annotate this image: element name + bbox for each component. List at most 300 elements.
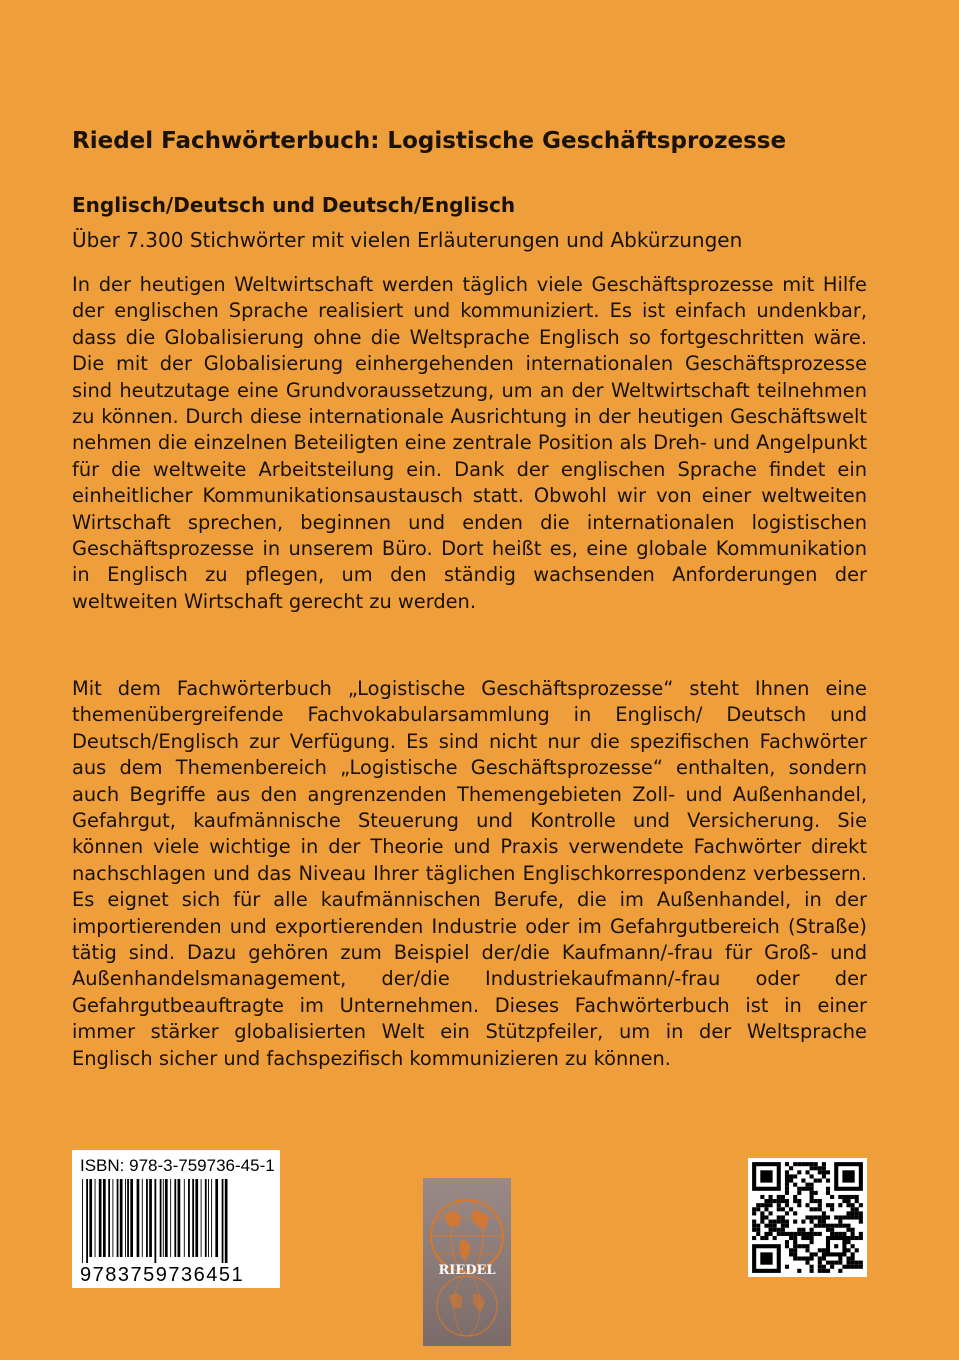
qr-module [769,1232,773,1236]
qr-module [855,1211,859,1215]
qr-module [785,1199,789,1203]
qr-module [777,1215,781,1219]
qr-module [810,1215,814,1219]
qr-module [785,1179,789,1183]
qr-module [851,1195,855,1199]
qr-module [793,1248,797,1252]
qr-module [842,1224,846,1228]
qr-module [814,1162,818,1166]
qr-module [785,1162,789,1166]
barcode-bar [160,1179,162,1257]
qr-module [826,1203,830,1207]
barcode-bar [178,1179,181,1257]
qr-module [764,1236,768,1240]
qr-module [822,1248,826,1252]
qr-module [846,1228,850,1232]
qr-module [764,1215,768,1219]
qr-module [810,1207,814,1211]
qr-module [785,1265,789,1269]
qr-module [797,1199,801,1203]
qr-module [773,1236,777,1240]
qr-module [805,1203,809,1207]
barcode-bar [112,1179,113,1257]
qr-module [814,1215,818,1219]
qr-module [769,1203,773,1207]
barcode-bar [125,1179,126,1257]
qr-module [801,1220,805,1224]
qr-module [810,1174,814,1178]
qr-module [830,1195,834,1199]
qr-module [814,1224,818,1228]
qr-module [822,1256,826,1260]
qr-module [769,1228,773,1232]
qr-module [760,1252,772,1264]
qr-module [773,1199,777,1203]
qr-module [805,1183,809,1187]
qr-module [851,1228,855,1232]
barcode-bar [215,1179,218,1257]
qr-module [838,1215,842,1219]
barcode-bar [149,1179,152,1257]
qr-module [834,1215,838,1219]
qr-module [846,1265,850,1269]
qr-module [842,1199,846,1203]
barcode-bar [195,1179,198,1257]
barcode-digits: 9783759736451 [80,1264,245,1286]
qr-module [855,1207,859,1211]
qr-module [769,1224,773,1228]
qr-module [838,1220,842,1224]
qr-module [801,1232,805,1236]
qr-module [851,1211,855,1215]
qr-module [826,1261,830,1265]
qr-module [842,1170,854,1182]
qr-module [810,1236,814,1240]
qr-module [810,1228,814,1232]
qr-module [777,1228,781,1232]
qr-module [851,1203,855,1207]
qr-module [818,1261,822,1265]
barcode-bar [201,1179,202,1257]
qr-module [793,1174,797,1178]
logo-text: RIEDEL [438,1263,496,1278]
qr-module [822,1170,826,1174]
qr-module [826,1228,830,1232]
qr-module [773,1228,777,1232]
qr-module [855,1236,859,1240]
qr-module [789,1179,793,1183]
qr-module [756,1207,760,1211]
barcode-bar [154,1179,156,1263]
qr-module [810,1162,814,1166]
qr-module [846,1215,850,1219]
qr-module [859,1203,863,1207]
qr-module [810,1232,814,1236]
qr-module [793,1220,797,1224]
qr-module [773,1220,777,1224]
qr-module [855,1199,859,1203]
qr-module [830,1261,834,1265]
qr-module [838,1195,842,1199]
qr-module [785,1211,789,1215]
qr-module [818,1220,822,1224]
qr-module [855,1215,859,1219]
qr-module [814,1252,818,1256]
qr-module [818,1203,822,1207]
book-subtitle: Englisch/Deutsch und Deutsch/Englisch [72,193,516,217]
qr-module [822,1162,826,1166]
qr-module [805,1215,809,1219]
qr-module [793,1244,797,1248]
qr-module [805,1162,809,1166]
qr-module [777,1220,781,1224]
qr-module [752,1211,756,1215]
qr-module [859,1232,863,1236]
qr-module [797,1187,801,1191]
qr-module [760,1211,764,1215]
qr-module [846,1195,850,1199]
qr-module [822,1269,826,1273]
qr-code-icon [748,1158,867,1277]
qr-module [818,1199,822,1203]
qr-module [789,1232,793,1236]
description-paragraph-1: In der heutigen Weltwirtschaft werden täglich viele Geschäftsprozesse mit Hilfe der englischen Sprache realisiert und kommuniziert. Es ist einfach undenkbar, dass die Globalisierung ohne die Weltsprache Englisch so fortgeschritten wäre. Die mit der Globalisierung einhergehenden internationalen Geschäftsprozesse sind heutzutage eine Grundvoraussetzung, um an der Weltwirtschaft teilnehmen zu können. Durch diese internationale Ausrichtung in der heutigen Geschäftswelt nehmen die einzelnen Beteiligten eine zentrale Position als Dreh- und Angelpunkt für die weltweite Arbeitsteilung ein. Dank der englischen Sprache findet ein einheitlicher Kommunikationsaustausch statt. Obwohl wir von einer weltweiten Wirtschaft sprechen, beginnen und enden die internationalen logistischen Geschäftsprozesse in unserem Büro. Dort heißt es, eine globale Kommunikation in Englisch zu pflegen, um den ständig wachsenden Anforderungen der weltweiten Wirtschaft gerecht zu werden. [72,273,867,613]
qr-module [764,1199,768,1203]
qr-module [818,1179,822,1183]
qr-module [810,1240,814,1244]
qr-module [781,1207,785,1211]
qr-module [830,1203,834,1207]
qr-module [810,1195,814,1199]
qr-module [834,1232,838,1236]
qr-module [855,1261,859,1265]
qr-module [789,1236,793,1240]
qr-module [789,1174,793,1178]
qr-module [814,1179,818,1183]
qr-module [826,1170,830,1174]
barcode-bar [184,1179,185,1257]
qr-module [781,1195,785,1199]
qr-module [760,1215,764,1219]
qr-module [830,1232,834,1236]
qr-module [818,1215,822,1219]
qr-module [846,1211,850,1215]
qr-module [814,1232,818,1236]
qr-module [846,1256,850,1260]
qr-module [781,1220,785,1224]
qr-module [818,1265,822,1269]
barcode-bar [225,1179,228,1263]
barcode-bar [192,1179,194,1257]
qr-module [801,1236,805,1240]
qr-module [810,1220,814,1224]
qr-module [855,1195,859,1199]
qr-module [789,1248,793,1252]
qr-module [851,1207,855,1211]
qr-module [810,1265,814,1269]
qr-module [769,1220,773,1224]
barcode-bar [165,1179,168,1257]
qr-module [752,1228,756,1232]
qr-module [805,1232,809,1236]
qr-module [793,1256,797,1260]
qr-module [764,1207,768,1211]
barcode-bar [82,1179,83,1263]
qr-module [814,1207,818,1211]
qr-module [793,1195,797,1199]
qr-module [760,1195,764,1199]
barcode-bar [127,1179,129,1257]
qr-module [826,1191,830,1195]
qr-module [822,1265,826,1269]
barcode-bar [86,1179,88,1263]
qr-module [760,1220,764,1224]
qr-module [760,1170,772,1182]
qr-module [834,1261,838,1265]
qr-module [810,1166,814,1170]
qr-module [851,1244,855,1248]
qr-module [801,1228,805,1232]
qr-module [777,1199,781,1203]
qr-module [859,1220,863,1224]
qr-module [760,1236,764,1240]
barcode-bar [137,1179,140,1257]
qr-module [846,1199,850,1203]
barcode-bar [205,1179,207,1257]
qr-module [764,1224,768,1228]
barcode-bar [89,1179,92,1257]
qr-module [846,1203,850,1207]
qr-module [859,1215,863,1219]
qr-module [781,1228,785,1232]
qr-module [797,1203,801,1207]
qr-module [797,1232,801,1236]
qr-module [810,1269,814,1273]
qr-module [756,1224,760,1228]
qr-module [797,1256,801,1260]
qr-module [826,1187,830,1191]
qr-module [801,1256,805,1260]
qr-module [826,1179,830,1183]
qr-module [801,1162,805,1166]
qr-module [855,1265,859,1269]
qr-module [818,1248,822,1252]
qr-module [834,1224,838,1228]
qr-module [826,1215,830,1219]
qr-module [801,1179,805,1183]
qr-module [810,1256,814,1260]
barcode-icon [80,1179,272,1263]
qr-module [789,1207,793,1211]
qr-module [789,1252,793,1256]
qr-module [846,1261,850,1265]
qr-module [760,1203,764,1207]
qr-module [773,1224,777,1228]
qr-module [855,1248,859,1252]
qr-module [756,1203,760,1207]
qr-module [834,1244,838,1248]
qr-module [805,1248,809,1252]
qr-module [822,1224,826,1228]
qr-module [830,1207,834,1211]
qr-module [805,1236,809,1240]
qr-module [859,1261,863,1265]
qr-module [842,1232,846,1236]
qr-module [851,1215,855,1219]
qr-module [793,1211,797,1215]
qr-module [851,1252,855,1256]
qr-module [818,1170,822,1174]
qr-module [801,1244,805,1248]
qr-module [810,1252,814,1256]
qr-module [805,1187,809,1191]
qr-module [777,1207,781,1211]
barcode-bar [211,1179,212,1257]
qr-module [851,1256,855,1260]
qr-module [859,1265,863,1269]
qr-module [822,1215,826,1219]
qr-module [785,1224,789,1228]
qr-module [785,1203,789,1207]
qr-module [752,1207,756,1211]
qr-module [789,1166,793,1170]
qr-module [769,1199,773,1203]
barcode-bar [130,1179,133,1257]
qr-module [846,1236,850,1240]
qr-module [797,1170,801,1174]
qr-module [805,1256,809,1260]
qr-module [822,1174,826,1178]
qr-module [851,1236,855,1240]
qr-module [793,1162,797,1166]
qr-module [785,1170,789,1174]
globe-icon [423,1178,511,1346]
qr-module [818,1207,822,1211]
qr-module [769,1211,773,1215]
description-paragraph-2: Mit dem Fachwörterbuch „Logistische Geschäftsprozesse“ steht Ihnen eine themenübergreifende Fachvokabularsammlung in Englisch/ Deutsch und Deutsch/Englisch zur Verfügung. Es sind nicht nur die spezifischen Fachwörter aus dem Themenbereich „Logistische Geschäftsprozesse“ enthalten, sondern auch Begriffe aus den angrenzenden Themengebieten Zoll- und Außenhandel, Gefahrgut, kaufmännische Steuerung und Kontrolle und Versicherung. Sie können viele wichtige in der Theorie und Praxis verwendete Fachwörter direkt nachschlagen und das Niveau Ihrer täglichen Englischkorrespondenz verbessern. Es eignet sich für alle kaufmännischen Berufe, die im Außenhandel, in der importierenden und exportierenden Industrie oder im Gefahrgutbereich (Straße) tätig sind. Dazu gehören zum Beispiel der/die Kaufmann/-frau für Groß- und Außenhandelsmanagement, der/die Industriekaufmann/-frau oder der Gefahrgutbeauftragte im Unternehmen. Dieses Fachwörterbuch ist in einer immer stärker globalisierten Welt ein Stützpfeiler, um in der Weltsprache Englisch sicher und fachspezifisch kommunizieren zu können. [72,677,867,1070]
qr-module [822,1166,826,1170]
qr-module [838,1256,842,1260]
qr-module [797,1244,801,1248]
qr-module [805,1261,809,1265]
qr-module [793,1236,797,1240]
qr-module [818,1256,822,1260]
qr-module [842,1195,846,1199]
qr-module [793,1232,797,1236]
qr-module [859,1211,863,1215]
qr-module [838,1224,842,1228]
qr-module [818,1224,822,1228]
qr-module [785,1174,789,1178]
qr-module [851,1261,855,1265]
qr-module [793,1183,797,1187]
barcode-bar [95,1179,96,1257]
qr-module [769,1195,773,1199]
qr-module [826,1224,830,1228]
qr-module [793,1199,797,1203]
qr-module [810,1187,814,1191]
qr-module [805,1244,809,1248]
qr-module [785,1244,789,1248]
barcode-bar [117,1179,119,1257]
qr-module [785,1240,789,1244]
barcode-bar [120,1179,123,1257]
barcode-bar [174,1179,176,1257]
qr-module [838,1261,842,1265]
qr-module [846,1224,850,1228]
barcode-bar [99,1179,102,1257]
isbn-barcode [72,1150,280,1288]
barcode-bar [222,1179,224,1263]
qr-module [752,1236,756,1240]
qr-module [801,1187,805,1191]
qr-module [785,1232,789,1236]
qr-module [781,1224,785,1228]
qr-module [752,1224,756,1228]
qr-module [830,1228,834,1232]
qr-module [797,1162,801,1166]
barcode-bar [170,1179,171,1257]
book-tagline: Über 7.300 Stichwörter mit vielen Erläuterungen und Abkürzungen [72,228,743,252]
qr-module [785,1220,789,1224]
barcode-bar [146,1179,148,1257]
qr-module [797,1269,801,1273]
qr-module [842,1265,846,1269]
qr-module [756,1232,760,1236]
qr-module [781,1199,785,1203]
qr-module [830,1224,834,1228]
qr-module [777,1195,781,1199]
qr-module [851,1232,855,1236]
qr-module [805,1170,809,1174]
barcode-bar [142,1179,143,1257]
qr-module [810,1191,814,1195]
qr-module [818,1269,822,1273]
qr-module [838,1203,842,1207]
qr-module [842,1215,846,1219]
qr-module [814,1166,818,1170]
barcode-bar [188,1179,190,1257]
qr-module [818,1232,822,1236]
qr-module [785,1191,789,1195]
qr-module [814,1191,818,1195]
qr-module [793,1252,797,1256]
qr-module [785,1183,789,1187]
barcode-bar [163,1179,164,1257]
qr-module [859,1236,863,1240]
qr-module [781,1232,785,1236]
barcode-bar [108,1179,110,1257]
qr-module [777,1232,781,1236]
qr-module [818,1166,822,1170]
qr-module [846,1240,850,1244]
qr-module [826,1269,830,1273]
qr-module [764,1203,768,1207]
qr-module [797,1191,801,1195]
qr-module [822,1211,826,1215]
qr-module [838,1269,842,1273]
barcode-bar [208,1179,209,1257]
barcode-bar [103,1179,106,1257]
qr-module [785,1187,789,1191]
book-title: Riedel Fachwörterbuch: Logistische Geschäftsprozesse [72,128,787,154]
qr-module [797,1228,801,1232]
qr-module [851,1265,855,1269]
qr-module [810,1183,814,1187]
qr-module [793,1240,797,1244]
qr-module [822,1252,826,1256]
qr-module [810,1199,814,1203]
